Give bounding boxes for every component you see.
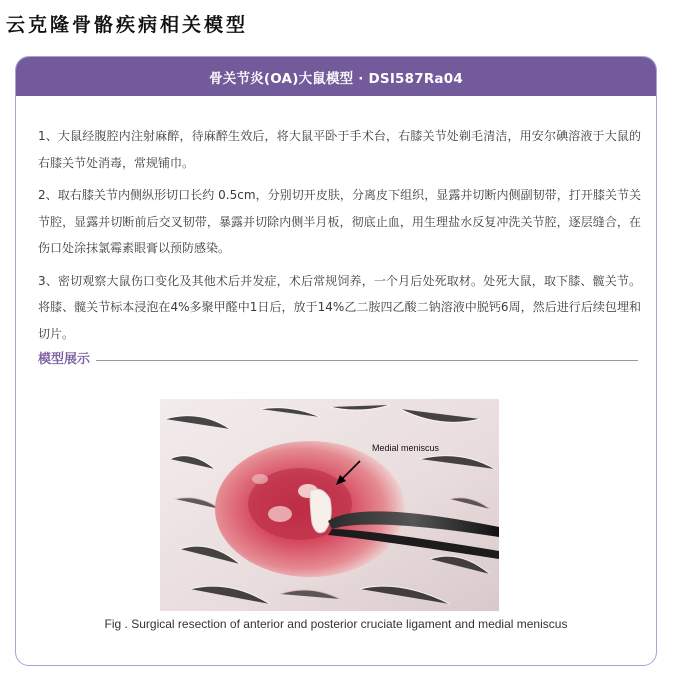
figure-caption: Fig . Surgical resection of anterior and posterior cruciate ligament and medial meniscus (104, 617, 568, 631)
figure-label: Medial meniscus (372, 443, 440, 453)
model-card (15, 56, 657, 666)
page-title: 云克隆骨骼疾病相关模型 (6, 14, 249, 36)
procedure-steps (38, 123, 641, 353)
step-2: 2、取右膝关节内侧纵形切口长约 0.5cm，分别切开皮肤，分离皮下组织，显露并切断内侧副韧带，打开膝关节关节腔，显露并切断前后交叉韧带，暴露并切除内侧半月板，彻底止血，用生理盐水反复冲洗关节腔，逐层缝合，在伤口处涂抹氯霉素眼膏以预防感染。 (38, 188, 641, 255)
section-heading (38, 346, 638, 368)
section-title: 模型展示 (38, 351, 91, 367)
card-header: 骨关节炎(OA)大鼠模型 · DSI587Ra04 (16, 57, 656, 96)
step-1: 1、大鼠经腹腔内注射麻醉，待麻醉生效后，将大鼠平卧于手术台，右膝关节处剃毛清洁，用安尔碘溶液于大鼠的右膝关节处消毒，常规铺巾。 (38, 129, 641, 170)
step-3: 3、密切观察大鼠伤口变化及其他术后并发症，术后常规饲养，一个月后处死取材。处死大鼠，取下膝、髋关节。将膝、髋关节标本浸泡在4%多聚甲醛中1日后，放于14%乙二胺四乙酸二钠溶液中脱钙6周，然后进行后续包埋和切片。 (38, 273, 641, 341)
surgery-photo (160, 399, 499, 611)
section-divider (96, 360, 638, 361)
